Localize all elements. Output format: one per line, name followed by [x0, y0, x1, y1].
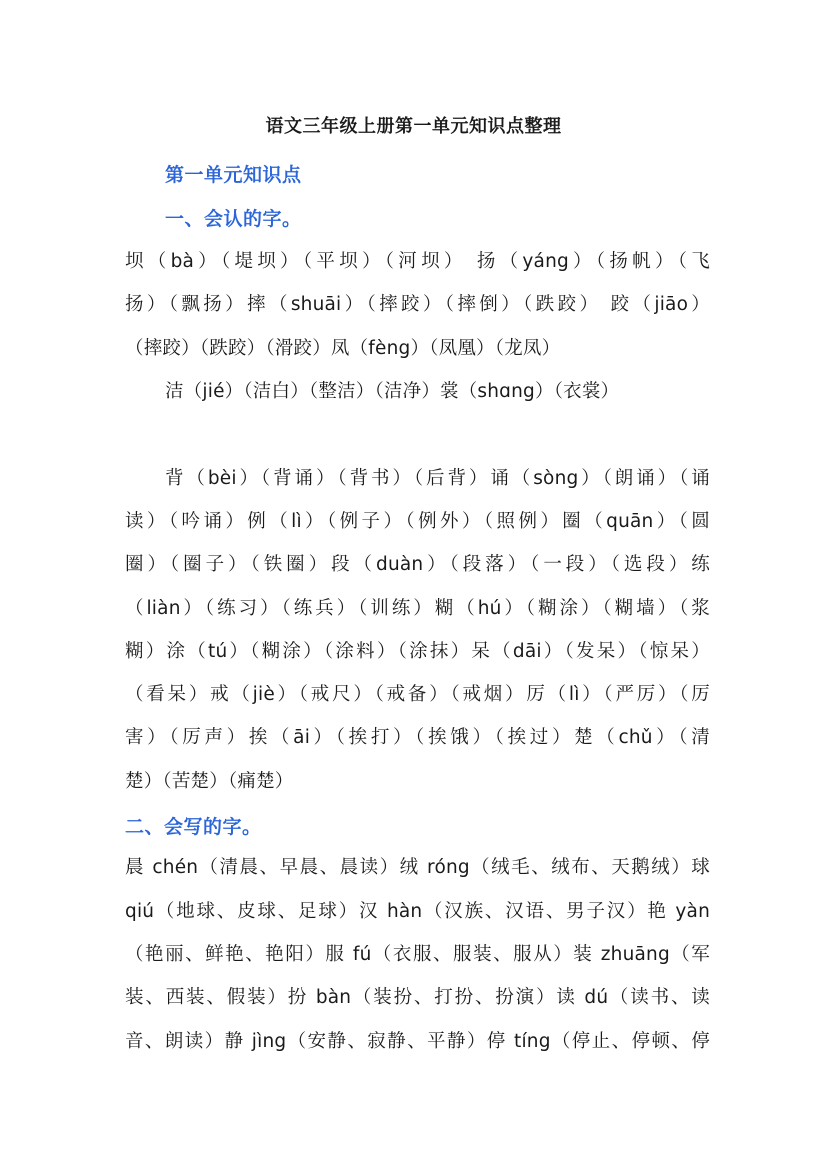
section-heading: 第一单元知识点: [165, 164, 302, 186]
text-line: 害）（厉声）挨（āi）（挨打）（挨饿）（挨过）楚（chǔ）（清: [125, 727, 710, 748]
text-line: （看呆）戒（jiè）（戒尺）（戒备）（戒烟）厉（lì）（严厉）（厉: [125, 684, 710, 705]
text-line: 洁（jié）（洁白）（整洁）（洁净）裳（shɑng）（衣裳）: [165, 381, 620, 402]
text-line: 扬）（飘扬）摔（shuāi）（摔跤）（摔倒）（跌跤） 跤（jiāo）: [125, 294, 710, 315]
part1-heading: 一、会认的字。: [165, 208, 302, 230]
text-line: 楚）（苦楚）（痛楚）: [125, 771, 294, 792]
text-line: 糊）涂（tú）（糊涂）（涂料）（涂抹）呆（dāi）（发呆）（惊呆）: [125, 641, 710, 662]
text-line: 读）（吟诵）例（lì）（例子）（例外）（照例）圈（quān）（圆: [125, 511, 710, 532]
text-line: 背（bèi）（背诵）（背书）（后背）诵（sòng）（朗诵）（诵: [165, 468, 710, 489]
text-line: 圈）（圈子）（铁圈）段（duàn）（段落）（一段）（选段）练: [125, 554, 710, 575]
text-line: qiú（地球、皮球、足球）汉 hàn（汉族、汉语、男子汉）艳 yàn: [125, 901, 710, 922]
text-line: （艳丽、鲜艳、艳阳）服 fú（衣服、服装、服从）装 zhuāng（军: [125, 944, 710, 965]
text-line: 音、朗读）静 jìng（安静、寂静、平静）停 tíng（停止、停顿、停: [125, 1031, 710, 1052]
text-line: （liàn）（练习）（练兵）（训练）糊（hú）（糊涂）（糊墙）（浆: [125, 598, 710, 619]
text-line: 晨 chén（清晨、早晨、晨读）绒 róng（绒毛、绒布、天鹅绒）球: [125, 857, 710, 878]
text-line: 坝（bà）（堤坝）（平坝）（河坝） 扬（yáng）（扬帆）（飞: [125, 251, 710, 272]
document-title: 语文三年级上册第一单元知识点整理: [265, 116, 562, 137]
text-line: （摔跤）（跌跤）（滑跤）凤（fèng）（凤凰）（龙凤）: [125, 338, 561, 359]
part2-heading: 二、会写的字。: [125, 816, 262, 838]
text-line: 装、西装、假装）扮 bàn（装扮、打扮、扮演）读 dú（读书、读: [125, 987, 710, 1008]
